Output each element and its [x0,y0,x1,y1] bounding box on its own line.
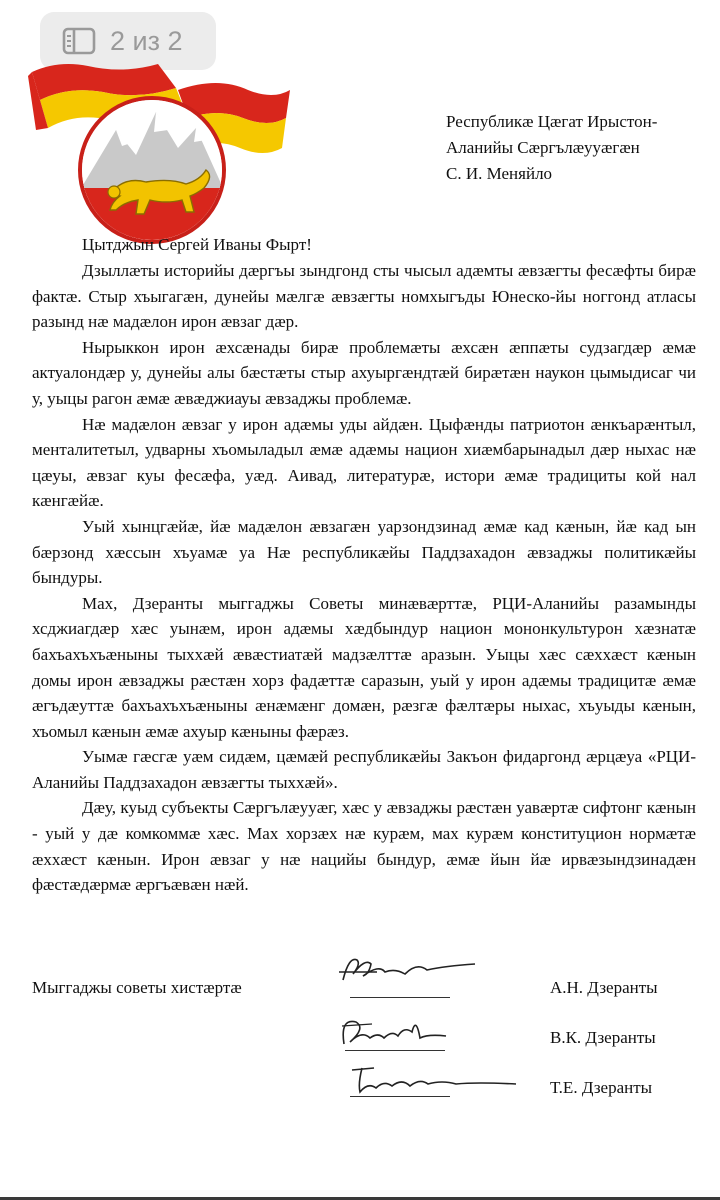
letter-body [32,258,696,898]
signature-line-2 [345,1050,445,1051]
signature-1 [335,950,485,990]
signatory-name-3: Т.Е. Дзеранты [550,1078,653,1097]
letter-paragraph: Уый хынцгæйæ, йæ мадæлон æвзагæн уарзондзинад æмæ кад кæнын, йæ кад ын бæрзонд хæссын хъуамæ уа Нæ республикæйы Паддзахадон æвзаджы политикæйы бындуры. [32,516,696,588]
signatory-name-2: В.К. Дзеранты [550,1028,656,1047]
recipient-line: Аланийы Сæргълæууæгæн [446,138,640,157]
recipient-line: С. И. Меняйло [446,164,553,183]
letter-paragraph: Дæу, куыд субъекты Сæргълæууæг, хæс у æвзаджы рæстæн уавæртæ сифтонг кæнын - уый у дæ комкоммæ хæс. Мах хорзæх нæ курæм, мах курæм конституцион нормæтæ æххæст кæнын. Ирон æвзаг у нæ нацийы бындур, æмæ йын йæ ирвæзындзинадæн фæстæдæрмæ æргъæвæн нæй. [32,798,696,895]
letter-paragraph: Дзыллæты историйы дæргъы зындгонд сты чысыл адæмты æвзæгты фесæфты бирæ фактæ. Стыр хъыгагæн, дунейы мæлгæ æвзæгты номхыгъды Юнеско-йы ноггонд атласы разынд нæ мадæлон ирон æвзаг дæр. [32,261,696,332]
recipient-line: Республикæ Цæгат Ирыстон- [446,112,658,131]
signatory-role: Мыггаджы советы хистæртæ [32,978,242,997]
signature-line-1 [350,997,450,998]
letter-paragraph: Уымæ гæсгæ уæм сидæм, цæмæй республикæйы Закъон фидаргонд æрцæуа «РЦИ-Аланийы Паддзахадон æвзæгты тыххæй». [32,747,696,792]
page-counter: 2 из 2 [110,25,183,56]
signature-3 [346,1060,526,1100]
coat-of-arms-icon [28,60,298,245]
signature-2 [336,1008,456,1054]
letter-paragraph: Нæ мадæлон æвзаг у ирон адæмы уды айдæн. Цыфæнды патриотон æнкъарæнтыл, менталитетыл, удварны хъомыладыл æмæ адæмы национ хиæмбарынадыл дæр ныхас нæ цæуы, æвзаг куы фесæфа, уæд. Аивад, литературæ, истори æмæ традициты кой нал кæнгæйæ. [32,414,696,511]
letter-greeting: Цытджын Сергей Иваны Фырт! [82,235,312,254]
signature-line-3 [350,1096,450,1097]
letter-paragraph: Мах, Дзеранты мыггаджы Советы минæвæрттæ, РЦИ-Аланийы разамынды хсджиагдæр хæс уынæм, ирон адæмы хæдбындур национ мононкультурон хæзнатæ бахъахъхъæныны тыххæй æвæстиатæй мадзæлттæ аразын. Уыцы хæс сæххæст кæнын домы ирон æвзаджы рæстæн хорз фадæттæ саразын, уый у ирон адæмы традицитæ æмæ æгъдæуттæ бахъахъхъæныны æнæмæнг домæн, рæзгæ фæлтæры ныхас, хъуыды кæнын, хъомыл кæнын æмæ ахуыр кæныны фæрæз. [32,593,696,741]
signatory-name-1: А.Н. Дзеранты [550,978,658,997]
page-view-icon [62,27,96,55]
letter-paragraph: Нырыккон ирон æхсæнады бирæ проблемæты æхсæн æппæты судзагдæр æмæ актуалондæр у, дунейы алы бæстæты стыр ахуыргæндтæй бирæтæн наукон цымыдисаг чи у, уыцы рагон æмæ æвæджиауы æвзаджы проблемæ. [32,337,696,408]
recipient-block [446,109,716,187]
